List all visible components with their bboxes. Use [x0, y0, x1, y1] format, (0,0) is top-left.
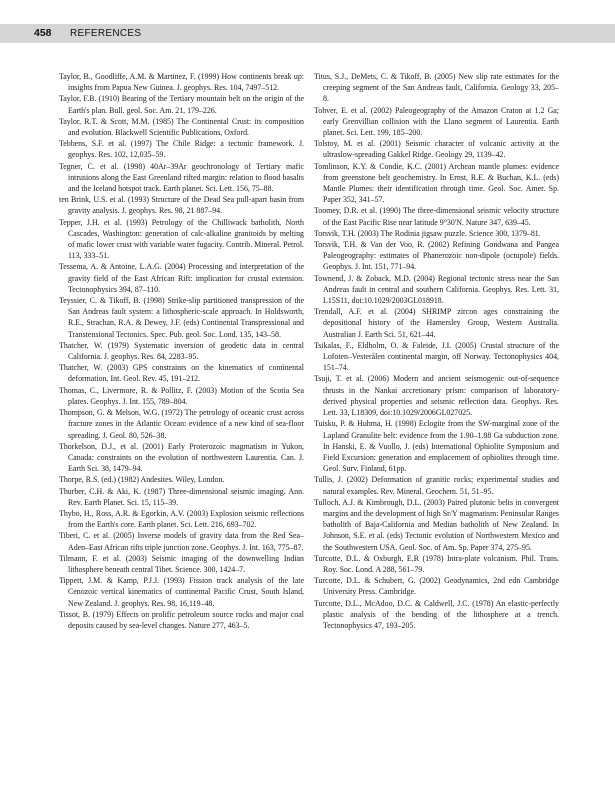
reference-entry: Toomey, D.R. et al. (1990) The three-dimensional seismic velocity structure of the East Pacific Rise near latitude 9°30'N. Nature 347, 639–45.	[314, 206, 559, 227]
reference-entry: Titus, S.J., DeMets, C. & Tikoff, B. (2005) New slip rate estimates for the creeping segment of the San Andreas fault, California. Geology 33, 205–8.	[314, 72, 559, 104]
reference-entry: Turcotte, D.L., McAdoo, D.C. & Caldwell, J.C. (1978) An elastic-perfectly plastic analysis of the bending of the lithosphere at a trench. Tectonophysics 47, 193–205.	[314, 598, 559, 630]
reference-entry: Trendall, A.F. et al. (2004) SHRIMP zircon ages constraining the depositional history of the Hamersley Group, Western Australia. Australian J. Earth Sci. 51, 621–44.	[314, 307, 559, 339]
reference-entry: Turcotte, D.L. & Schubert, G. (2002) Geodynamics, 2nd edn Cambridge University Press. Cambridge.	[314, 576, 559, 597]
page-header-bar	[0, 24, 615, 43]
page-number: 458	[34, 27, 52, 39]
references-right-column	[314, 71, 559, 631]
reference-entry: Thorpe, R.S. (ed.) (1982) Andesites. Wiley, London.	[59, 475, 225, 485]
reference-entry: Tilmann, F. et al. (2003) Seismic imaging of the downwelling Indian lithosphere beneath central Tibet. Science. 300, 1424–7.	[59, 553, 304, 574]
reference-entry: ten Brink, U.S. et al. (1993) Structure of the Dead Sea pull-apart basin from gravity analysis. J. geophys. Res. 98, 21 887–94.	[59, 195, 304, 216]
reference-entry: Thompson, G. & Melson, W.G. (1972) The petrology of oceanic crust across fracture zones in the Atlantic Ocean: evidence of a new kind of sea-floor spreading. J. Geol. 80, 526–38.	[59, 408, 304, 440]
reference-entry: Taylor, F.B. (1910) Bearing of the Tertiary mountain belt on the origin of the Earth's plan. Bull. geol. Soc. Am. 21, 179–226.	[59, 94, 304, 115]
reference-entry: Torsvik, T.H. (2003) The Rodinia jigsaw puzzle. Science 300, 1379–81.	[314, 228, 541, 238]
reference-entry: Turcotte, D.L. & Oxburgh, E.R (1978) Intra-plate volcanism. Phil. Trans. Roy. Soc. Lond. A 288, 561–79.	[314, 553, 559, 574]
reference-entry: Townend, J. & Zoback, M.D. (2004) Regional tectonic stress near the San Andreas fault in central and southern California. Geophys. Res. Lett. 31, L15S11, doi:10.1029/2003GL018918.	[314, 273, 559, 306]
reference-entry: Tsuji, T. et al. (2006) Modern and ancient seismogenic out-of-sequence thrusts in the Nankai accretionary prism: comparison of laboratory-derived physical properties and seismic reflection data. Geophys. Res. Lett. 33, L18309, doi:10.1029/2006GL027025.	[314, 374, 559, 418]
reference-entry: Tuisku, P. & Huhma, H. (1998) Eclogite from the SW-marginal zone of the Lapland Granulite belt: evidence from the 1.90–1.88 Ga subduction zone. In Hanski, E. & Vuollo, J. (eds) International Ophiolite Symposium and Field Excursion: generation and emplacement of ophiolites through time. Geol. Surv. Finland, 61pp.	[314, 419, 559, 474]
reference-entry: Teyssier, C. & Tikoff, B. (1998) Strike-slip partitioned transpression of the San Andreas fault system: a lithospheric-scale approach. In Holdsworth, R.E., Strachan, R.A. & Dewey, J.F. (eds) Continental Transpressional and Transtensional Tectonics. Spec. Pub. geol. Soc. Lond. 135, 143–58.	[59, 296, 304, 339]
reference-entry: Thybo, H., Ross, A.R. & Egorkin, A.V. (2003) Explosion seismic reflections from the Earth's core. Earth planet. Sci. Lett. 216, 693–702.	[59, 508, 304, 530]
reference-entry: Tegner, C. et al. (1998) 40Ar–39Ar geochronology of Tertiary mafic intrusions along the East Greenland rifted margin: relation to flood basalts and the Iceland hotspot track. Earth planet. Sci. Lett. 156, 75–88.	[59, 161, 304, 194]
reference-entry: Tessema, A. & Antoine, L.A.G. (2004) Processing and interpretation of the gravity field of the East African Rift: implication for crustal extension. Tectonophysics 394, 87–110.	[59, 262, 304, 294]
reference-entry: Tomlinson, K.Y. & Condie, K.C. (2001) Archean mantle plumes: evidence from greenstone belt geochemistry. In Ernst, R.E. & Buchan, K.L. (eds) Mantle Plumes: their identification through time. Geol. Soc. Amer. Sp. Paper 352, 341–57.	[314, 161, 559, 205]
reference-entry: Tepper, J.H. et al. (1993) Petrology of the Chilliwack batholith, North Cascades, Washington: generation of calc-alkaline granitoids by melting of mafic lower crust with variable water fugacity. Contrib. Mineral. Petrol. 113, 333–51.	[59, 217, 304, 261]
reference-entry: Thatcher, W. (2003) GPS constraints on the kinematics of continental deformation. Int. Geol. Rev. 45, 191–212.	[59, 363, 304, 384]
reference-entry: Tulloch, A.J. & Kimbrough, D.L. (2003) Paired plutonic belts in convergent margins and the development of high Sr/Y magmatism: Peninsular Ranges batholith of Baja-California and Median batholith of New Zealand. In Johnson, S.E. et al. (eds) Tectonic evolution of Northwestern Mexico and the Southwestern USA. Geol. Soc. of Am. Sp. Paper 374, 275–95.	[314, 497, 559, 552]
reference-entry: Tsikalas, F., Eldholm, O. & Faleide, J.I. (2005) Crustal structure of the Lofoten–Vesterålen continental margin, off Norway. Tectonophysics 404, 151–74.	[314, 340, 559, 373]
reference-entry: Tohver, E. et al. (2002) Paleogeography of the Amazon Craton at 1.2 Ga; early Grenvillian collision with the Llano segment of Laurentia. Earth planet. Sci. Lett. 199, 185–200.	[314, 105, 559, 138]
reference-entry: Tullis, J. (2002) Deformation of granitic rocks; experimental studies and natural examples. Rev. Mineral. Geochem. 51, 51–95.	[314, 475, 559, 496]
reference-entry: Thorkelson, D.J., et al. (2001) Early Proterozoic magmatism in Yukon, Canada: constraints on the evolution of northwestern Laurentia. Can. J. Earth Sci. 38, 1479–94.	[59, 441, 304, 474]
reference-entry: Tissot, B. (1979) Effects on prolific petroleum source rocks and major coal deposits caused by sea-level changes. Nature 277, 463–5.	[59, 609, 304, 630]
reference-entry: Tebbens, S.F. et al. (1997) The Chile Ridge: a tectonic framework. J. geophys. Res. 102, 12,035–59.	[59, 139, 304, 160]
reference-entry: Tiberi, C. et al. (2005) Inverse models of gravity data from the Red Sea–Aden–East African rifts triple junction zone. Geophys. J. Int. 163, 775–87.	[59, 531, 304, 552]
reference-entry: Taylor, B., Goodliffe, A.M. & Martinez, F. (1999) How continents break up: insights from Papua New Guinea. J. geophys. Res. 104, 7497–512.	[59, 72, 304, 93]
reference-entry: Thomas, C., Livermore, R. & Pollitz, F. (2003) Motion of the Scotia Sea plates. Geophys. J. Int. 155, 789–804.	[59, 385, 304, 406]
section-title: REFERENCES	[70, 28, 142, 39]
reference-entry: Tolstoy, M. et al. (2001) Seismic character of volcanic activity at the ultraslow-spreading Gakkel Ridge. Geology 29, 1139–42.	[314, 139, 559, 160]
reference-entry: Thurber, C.H. & Aki, K. (1987) Three-dimensional seismic imaging. Ann. Rev. Earth Planet. Sci. 15, 115–39.	[59, 486, 304, 507]
references-left-column	[59, 71, 304, 631]
reference-entry: Taylor, R.T. & Scott, M.M. (1985) The Continental Crust: its composition and evolution. Blackwell Scientific Publications, Oxford.	[59, 116, 304, 138]
reference-entry: Thatcher, W. (1979) Systematic inversion of geodetic data in central California. J. geophys. Res. 84, 2283–95.	[59, 340, 304, 362]
reference-entry: Torsvik, T.H. & Van der Voo, R. (2002) Refining Gondwana and Pangea Paleogeography: estimates of Phanerozoic non-dipole (octupole) fields. Geophys. J. Int. 151, 771–94.	[314, 240, 559, 272]
reference-entry: Tippett, J.M. & Kamp, P.J.J. (1993) Fission track analysis of the late Cenozoic vertical kinematics of continental Pacific Crust, South Island, New Zealand. J. geophys. Res. 98, 16,119–48.	[59, 576, 304, 608]
